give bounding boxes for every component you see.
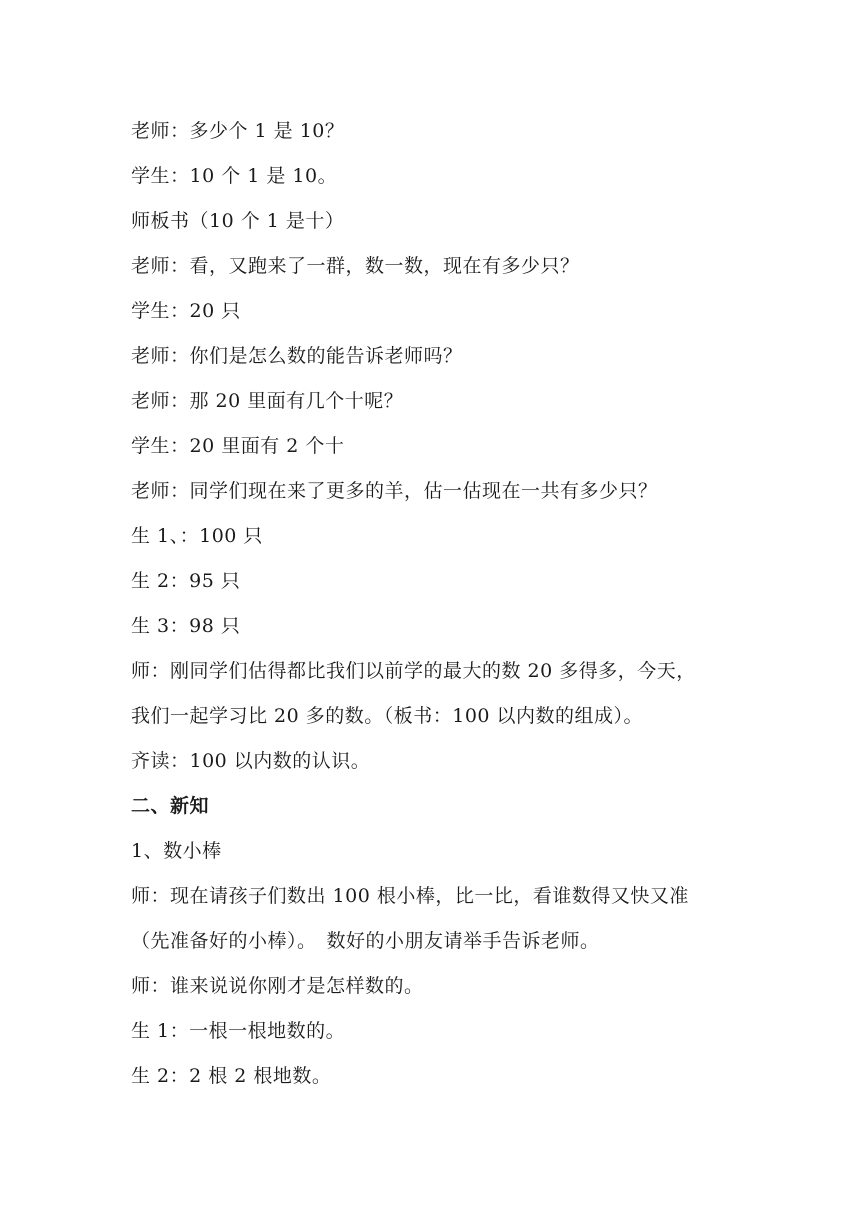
dialogue-line: 师：谁来说说你刚才是怎样数的。 [131, 975, 424, 997]
dialogue-line: 生 2：95 只 [131, 570, 241, 592]
dialogue-line: 齐读：100 以内数的认识。 [131, 750, 371, 772]
dialogue-line: 师：刚同学们估得都比我们以前学的最大的数 20 多得多，今天， [131, 660, 696, 682]
document-body [131, 109, 741, 1099]
dialogue-line: 学生：10 个 1 是 10。 [131, 165, 338, 187]
dialogue-line: 生 3：98 只 [131, 615, 241, 637]
dialogue-line: （先准备好的小棒）。 数好的小朋友请举手告诉老师。 [131, 930, 600, 952]
dialogue-line: 老师：你们是怎么数的能告诉老师吗？ [131, 345, 463, 367]
dialogue-line: 老师：看，又跑来了一群，数一数，现在有多少只？ [131, 255, 580, 277]
dialogue-line: 生 1、：100 只 [131, 525, 263, 547]
dialogue-line: 师板书（10 个 1 是十） [131, 210, 345, 232]
dialogue-line: 师：现在请孩子们数出 100 根小棒，比一比，看谁数得又快又准 [131, 885, 689, 907]
dialogue-line: 学生：20 里面有 2 个十 [131, 435, 345, 457]
dialogue-line: 生 2：2 根 2 根地数。 [131, 1065, 332, 1087]
dialogue-line: 学生：20 只 [131, 300, 241, 322]
dialogue-line: 我们一起学习比 20 多的数。（板书：100 以内数的组成）。 [131, 705, 644, 727]
subsection-heading: 1、数小棒 [131, 840, 222, 862]
dialogue-line: 老师：那 20 里面有几个十呢？ [131, 390, 404, 412]
dialogue-line: 老师：同学们现在来了更多的羊，估一估现在一共有多少只？ [131, 480, 658, 502]
dialogue-line: 老师：多少个 1 是 10？ [131, 120, 345, 142]
section-heading: 二、新知 [131, 795, 210, 817]
dialogue-line: 生 1：一根一根地数的。 [131, 1020, 346, 1042]
